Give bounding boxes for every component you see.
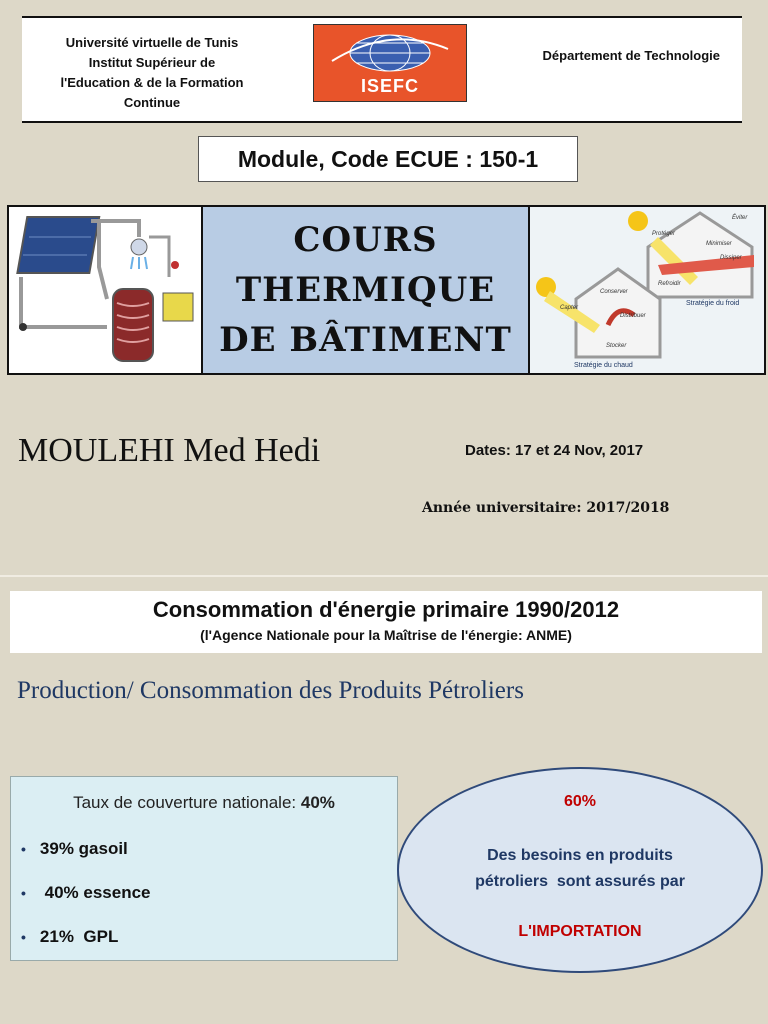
- energy-slide: [0, 577, 768, 1024]
- header-box: [22, 16, 742, 123]
- import-description: Des besoins en produits pétroliers sont assurés par: [475, 847, 685, 890]
- list-item: • 21% GPL: [21, 927, 119, 946]
- list-item: • 39% gasoil: [21, 839, 128, 858]
- slide-title-box: [10, 591, 762, 653]
- svg-text:Refroidir: Refroidir: [658, 281, 681, 287]
- svg-text:Capter: Capter: [560, 305, 579, 311]
- academic-year: Année universitaire: 2017/2018: [422, 500, 670, 516]
- svg-text:Distribuer: Distribuer: [620, 313, 646, 319]
- import-percent: 60%: [563, 793, 597, 810]
- import-label: L'IMPORTATION: [518, 923, 642, 940]
- section-heading: Production/ Consommation des Produits Pétroliers: [17, 677, 524, 704]
- coverage-box: [10, 776, 398, 961]
- module-code: Module, Code ECUE : 150-1: [198, 136, 578, 182]
- svg-text:Protéger: Protéger: [652, 231, 676, 237]
- coverage-title: Taux de couverture nationale: 40%: [73, 793, 335, 812]
- university-name: Université virtuelle de Tunis Institut Supérieur de l'Education & de la Formation Continue: [60, 35, 244, 110]
- bullet-icon: •: [21, 885, 26, 901]
- sun-icon: [628, 211, 648, 231]
- svg-text:Dissiper: Dissiper: [720, 255, 742, 261]
- list-item: • 40% essence: [21, 883, 151, 902]
- department: Département de Technologie: [542, 48, 720, 63]
- course-banner: [7, 205, 766, 375]
- svg-text:Stocker: Stocker: [606, 343, 627, 349]
- slide-subtitle: (l'Agence Nationale pour la Maîtrise de l'énergie: ANME): [200, 627, 572, 643]
- svg-text:Conserver: Conserver: [600, 289, 628, 295]
- solar-water-heater-illustration: [9, 207, 203, 373]
- svg-text:Stratégie du froid: Stratégie du froid: [686, 300, 740, 307]
- globe-icon: [326, 31, 454, 75]
- svg-text:Minimiser: Minimiser: [706, 241, 732, 247]
- bullet-icon: •: [21, 841, 26, 857]
- svg-text:Stratégie du chaud: Stratégie du chaud: [574, 362, 633, 369]
- course-dates: Dates: 17 et 24 Nov, 2017: [465, 442, 644, 459]
- svg-text:Éviter: Éviter: [732, 215, 748, 221]
- import-oval: [397, 767, 763, 973]
- slide-title: Consommation d'énergie primaire 1990/2012: [152, 597, 620, 622]
- bioclimatic-strategy-illustration: [530, 207, 764, 373]
- bullet-icon: •: [21, 929, 26, 945]
- course-title: COURS THERMIQUE DE BÂTIMENT: [219, 220, 512, 360]
- course-title-panel: [203, 207, 530, 373]
- isefc-logo: ISEFC: [313, 24, 467, 102]
- author-name: MOULEHI Med Hedi: [18, 432, 321, 469]
